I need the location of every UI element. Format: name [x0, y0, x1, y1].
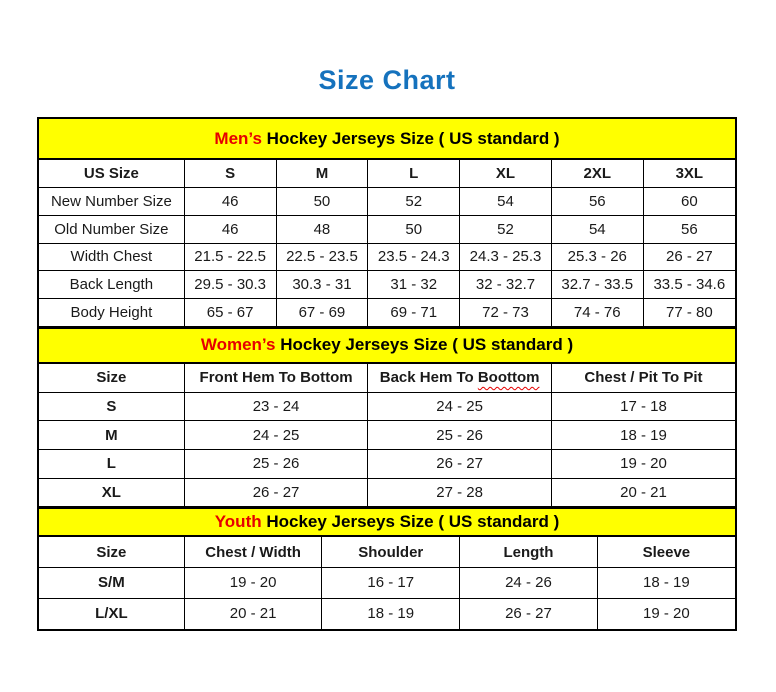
table-cell: 52 [368, 188, 460, 216]
table-cell: 65 - 67 [184, 298, 276, 326]
table-cell: 56 [643, 215, 735, 243]
table-cell: Back Length [39, 271, 184, 299]
section-header-text: Hockey Jerseys Size ( US standard ) [261, 128, 560, 148]
table-cell: 26 - 27 [643, 243, 735, 271]
table-cell: 46 [184, 188, 276, 216]
table-cell: 18 - 19 [322, 598, 460, 629]
table-cell: 77 - 80 [643, 298, 735, 326]
column-header: 3XL [643, 160, 735, 188]
table-cell: 17 - 18 [551, 392, 735, 421]
table-cell: 48 [276, 215, 368, 243]
table-cell: 23.5 - 24.3 [368, 243, 460, 271]
table-cell: 18 - 19 [551, 421, 735, 450]
table-cell: 54 [460, 188, 552, 216]
column-header: Length [460, 537, 598, 568]
column-header: Chest / Pit To Pit [551, 364, 735, 393]
table-cell: 33.5 - 34.6 [643, 271, 735, 299]
column-header: Back Hem To Boottom [368, 364, 552, 393]
table-cell: 23 - 24 [184, 392, 368, 421]
column-header: Size [39, 364, 184, 393]
table-cell: S/M [39, 568, 184, 599]
table-cell: 74 - 76 [551, 298, 643, 326]
table-cell: 72 - 73 [460, 298, 552, 326]
table-cell: 69 - 71 [368, 298, 460, 326]
table-cell: 52 [460, 215, 552, 243]
table-cell: 29.5 - 30.3 [184, 271, 276, 299]
table-cell: 25 - 26 [368, 421, 552, 450]
column-header: Size [39, 537, 184, 568]
table-row [39, 243, 735, 271]
table-cell: 56 [551, 188, 643, 216]
column-header: XL [460, 160, 552, 188]
section-header-text: Hockey Jerseys Size ( US standard ) [275, 335, 574, 355]
table-cell: 27 - 28 [368, 478, 552, 507]
section-header-highlight: Men’s [214, 128, 262, 148]
table-cell: S [39, 392, 184, 421]
misspelled-word: Boottom [477, 369, 540, 387]
column-header: Shoulder [322, 537, 460, 568]
table-cell: M [39, 421, 184, 450]
table-cell: 21.5 - 22.5 [184, 243, 276, 271]
table-cell: 19 - 20 [551, 449, 735, 478]
table-row [39, 568, 735, 599]
column-header: M [276, 160, 368, 188]
table-cell: 24 - 25 [184, 421, 368, 450]
column-header: 2XL [551, 160, 643, 188]
table-cell: 22.5 - 23.5 [276, 243, 368, 271]
table-cell: 67 - 69 [276, 298, 368, 326]
column-header-row [39, 160, 735, 188]
table-cell: Old Number Size [39, 215, 184, 243]
table-cell: 18 - 19 [597, 568, 735, 599]
section-youth-sizes [39, 507, 735, 629]
section-header-highlight: Women’s [200, 335, 276, 355]
table-row [39, 449, 735, 478]
page-title: Size Chart [318, 65, 456, 95]
table-cell: 19 - 20 [597, 598, 735, 629]
section-header-mens [39, 119, 735, 160]
table-cell: 16 - 17 [322, 568, 460, 599]
table-cell: 25 - 26 [184, 449, 368, 478]
section-header-text: Hockey Jerseys Size ( US standard ) [261, 512, 560, 532]
column-header: Sleeve [597, 537, 735, 568]
section-womens-sizes [39, 327, 735, 507]
column-header: US Size [39, 160, 184, 188]
column-header: Chest / Width [184, 537, 322, 568]
table-cell: Body Height [39, 298, 184, 326]
youth-size-table [39, 537, 735, 629]
table-cell: 26 - 27 [460, 598, 598, 629]
table-cell: 19 - 20 [184, 568, 322, 599]
table-cell: 46 [184, 215, 276, 243]
table-row [39, 215, 735, 243]
table-cell: 20 - 21 [551, 478, 735, 507]
column-header: S [184, 160, 276, 188]
mens-size-table [39, 160, 735, 327]
table-cell: New Number Size [39, 188, 184, 216]
table-cell: 20 - 21 [184, 598, 322, 629]
table-cell: 24 - 26 [460, 568, 598, 599]
table-cell: 50 [368, 215, 460, 243]
womens-size-table [39, 364, 735, 507]
table-row [39, 478, 735, 507]
section-header-highlight: Youth [214, 512, 262, 532]
table-cell: 31 - 32 [368, 271, 460, 299]
table-cell: 25.3 - 26 [551, 243, 643, 271]
table-cell: L [39, 449, 184, 478]
table-cell: 24 - 25 [368, 392, 552, 421]
table-row [39, 598, 735, 629]
table-cell: XL [39, 478, 184, 507]
table-row [39, 188, 735, 216]
table-row [39, 298, 735, 326]
column-header-row [39, 537, 735, 568]
table-cell: L/XL [39, 598, 184, 629]
section-header-womens [39, 327, 735, 364]
table-row [39, 271, 735, 299]
section-mens-sizes [39, 119, 735, 327]
table-cell: Width Chest [39, 243, 184, 271]
table-cell: 32 - 32.7 [460, 271, 552, 299]
column-header: L [368, 160, 460, 188]
section-header-youth [39, 507, 735, 537]
size-chart [37, 117, 737, 631]
table-cell: 24.3 - 25.3 [460, 243, 552, 271]
table-row [39, 421, 735, 450]
table-cell: 30.3 - 31 [276, 271, 368, 299]
column-header: Front Hem To Bottom [184, 364, 368, 393]
table-row [39, 392, 735, 421]
column-header-row [39, 364, 735, 393]
table-cell: 26 - 27 [184, 478, 368, 507]
table-cell: 50 [276, 188, 368, 216]
table-cell: 26 - 27 [368, 449, 552, 478]
table-cell: 32.7 - 33.5 [551, 271, 643, 299]
table-cell: 60 [643, 188, 735, 216]
table-cell: 54 [551, 215, 643, 243]
